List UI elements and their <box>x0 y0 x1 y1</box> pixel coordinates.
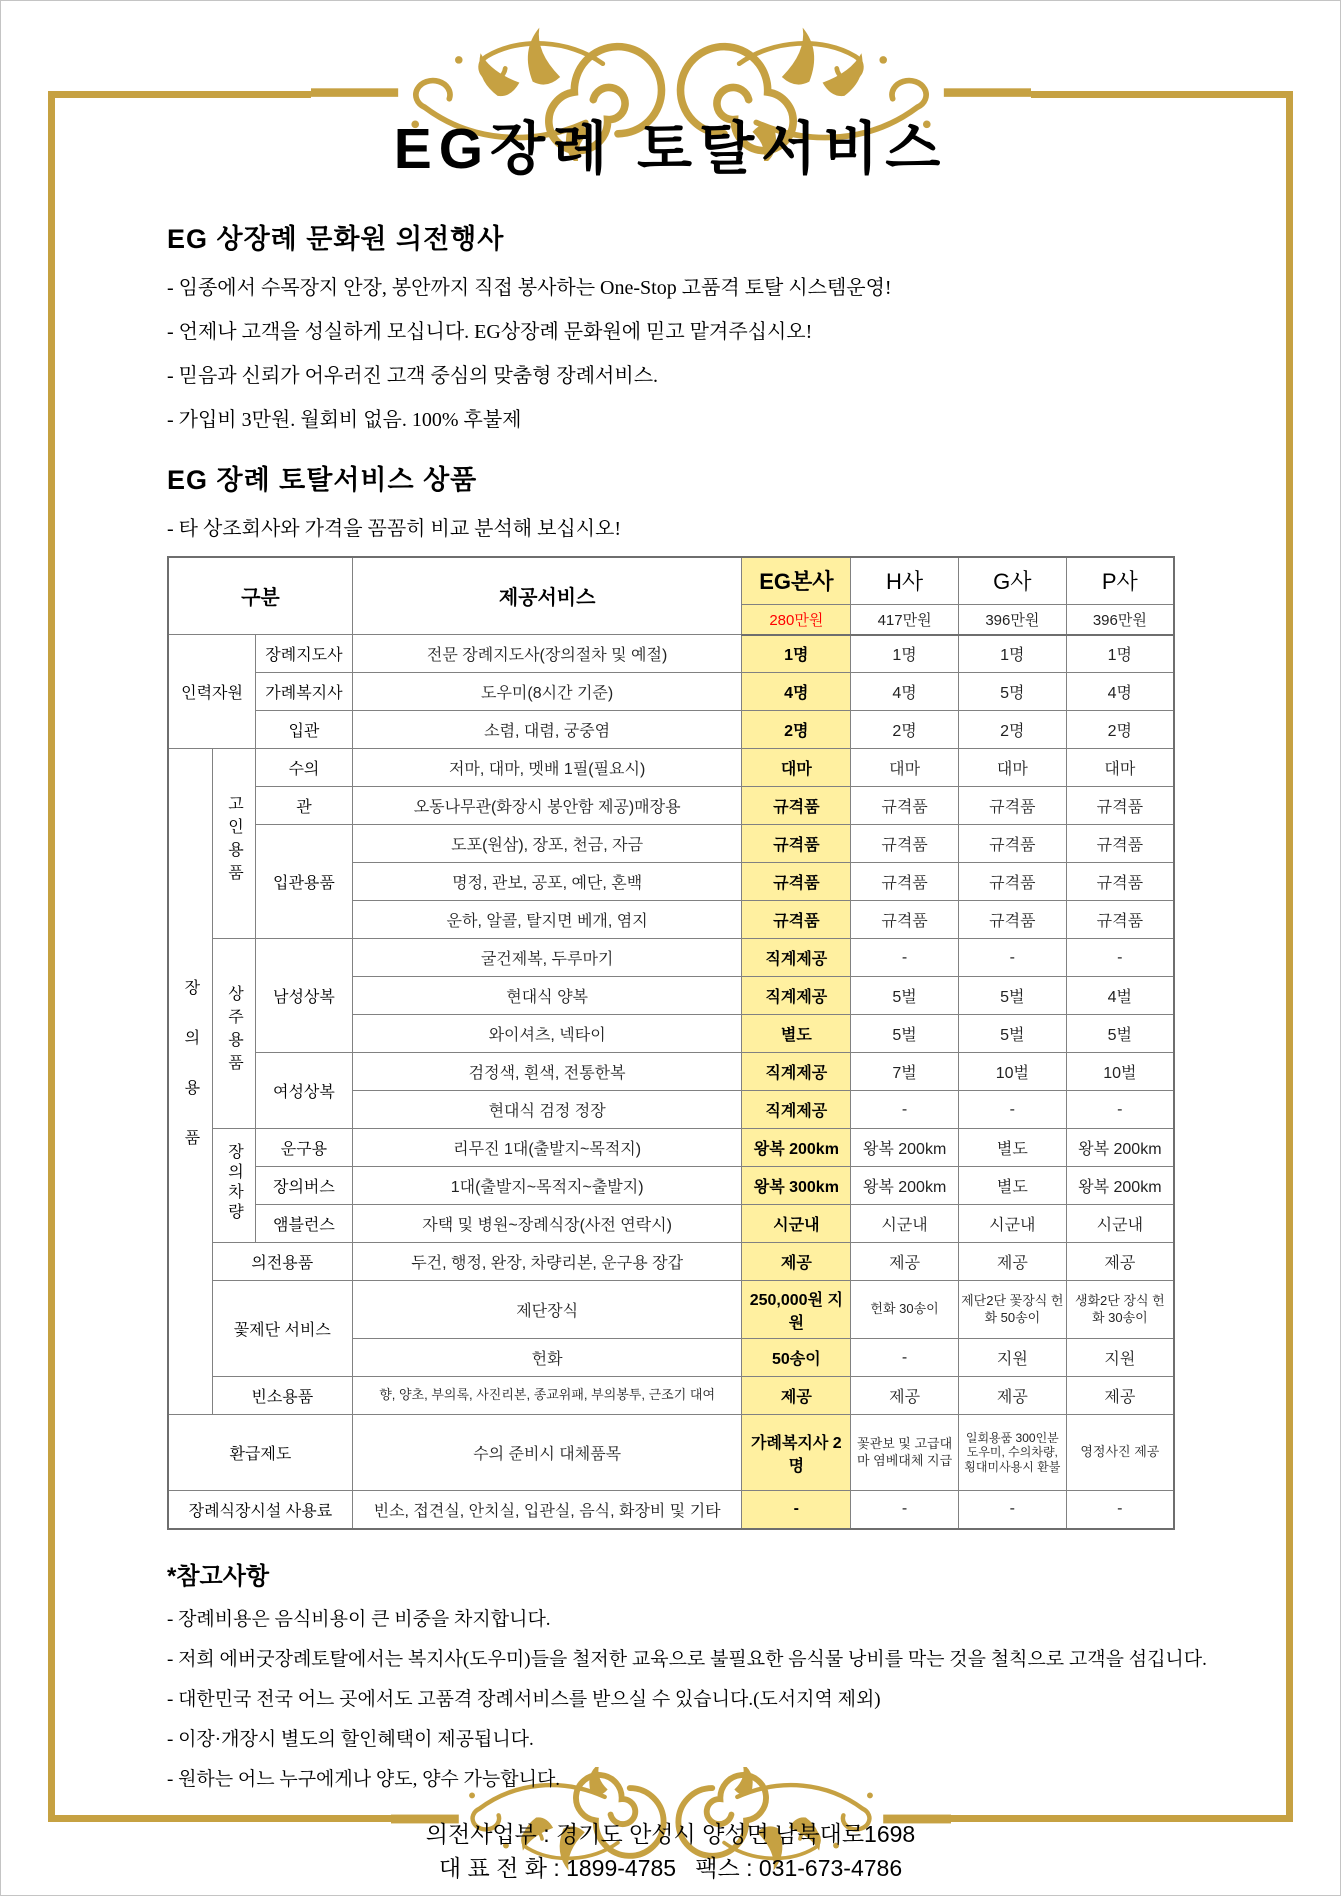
header-company-g: G사 <box>958 557 1066 605</box>
cell-service: 저마, 대마, 멧배 1필(필요시) <box>352 749 742 787</box>
cell-value-h: 규격품 <box>851 863 959 901</box>
note-item: - 저희 에버굿장례토탈에서는 복지사(도우미)들을 철저한 교육으로 불필요한 음식물 낭비를 막는 것을 철칙으로 고객을 섬깁니다. <box>167 1648 1207 1670</box>
cell-value-h: 5벌 <box>851 1015 959 1053</box>
cell-value-h: - <box>851 1091 959 1129</box>
cell-value-p: 규격품 <box>1066 825 1174 863</box>
cell-value-p: 2명 <box>1066 711 1174 749</box>
cell-value-g: 시군내 <box>958 1205 1066 1243</box>
cell-value-p: 규격품 <box>1066 863 1174 901</box>
notes-list <box>167 1604 1207 1791</box>
cell-value-g: 5벌 <box>958 1015 1066 1053</box>
cell-service: 운하, 알콜, 탈지면 베개, 염지 <box>352 901 742 939</box>
cell-value-p: 10벌 <box>1066 1053 1174 1091</box>
cell-service: 와이셔츠, 넥타이 <box>352 1015 742 1053</box>
cell-item: 입관 <box>256 711 353 749</box>
table-row <box>168 939 1174 977</box>
cell-value-h: 2명 <box>851 711 959 749</box>
cell-value-p: 시군내 <box>1066 1205 1174 1243</box>
cell-value-g: 2명 <box>958 711 1066 749</box>
cell-value-eg: 별도 <box>742 1015 851 1053</box>
cell-service: 리무진 1대(출발지~목적지) <box>352 1129 742 1167</box>
cell-value-eg: 직계제공 <box>742 939 851 977</box>
cell-service: 검정색, 흰색, 전통한복 <box>352 1053 742 1091</box>
cell-value-p: 4명 <box>1066 673 1174 711</box>
cell-value-h: 규격품 <box>851 901 959 939</box>
cell-value-h: - <box>851 939 959 977</box>
footer-address: 의전사업부 : 경기도 안성시 양성면 남북대로1698 <box>425 1820 916 1847</box>
header-company-p: P사 <box>1066 557 1174 605</box>
table-row <box>168 1491 1174 1529</box>
cell-value-p: - <box>1066 1091 1174 1129</box>
cell-value-eg: 50송이 <box>742 1339 851 1377</box>
cell-value-h: 왕복 200km <box>851 1129 959 1167</box>
cell-item: 입관용품 <box>256 825 353 939</box>
cell-service: 도포(원삼), 장포, 천금, 자금 <box>352 825 742 863</box>
cell-value-g: 지원 <box>958 1339 1066 1377</box>
footer-contact <box>167 1817 1174 1886</box>
cell-value-g: - <box>958 1491 1066 1529</box>
cell-service: 헌화 <box>352 1339 742 1377</box>
cell-value-p: 5벌 <box>1066 1015 1174 1053</box>
cell-subgroup: 고인용품 <box>212 749 255 939</box>
cell-value-eg: 직계제공 <box>742 1053 851 1091</box>
cell-value-eg: 제공 <box>742 1377 851 1415</box>
cell-value-eg: 250,000원 지원 <box>742 1281 851 1339</box>
price-g: 396만원 <box>958 605 1066 635</box>
price-p: 396만원 <box>1066 605 1174 635</box>
table-row <box>168 1377 1174 1415</box>
cell-value-g: 5벌 <box>958 977 1066 1015</box>
table-header-row <box>168 557 1174 605</box>
table-row <box>168 825 1174 863</box>
note-item: - 장례비용은 음식비용이 큰 비중을 차지합니다. <box>167 1608 551 1630</box>
table-row <box>168 749 1174 787</box>
cell-value-g: 별도 <box>958 1167 1066 1205</box>
cell-value-h: 규격품 <box>851 825 959 863</box>
cell-value-eg: 규격품 <box>742 863 851 901</box>
bullet-item: - 타 상조회사와 가격을 꼼꼼히 비교 분석해 보십시오! <box>167 517 622 540</box>
cell-subgroup: 장의차량 <box>212 1129 255 1243</box>
table-row <box>168 787 1174 825</box>
page-title: EG장례 토탈서비스 <box>393 117 948 181</box>
note-item: - 대한민국 전국 어느 곳에서도 고품격 장례서비스를 받으실 수 있습니다.(도서지역 제외) <box>167 1688 881 1710</box>
cell-value-eg: 규격품 <box>742 825 851 863</box>
table-row <box>168 673 1174 711</box>
cell-value-h: 4명 <box>851 673 959 711</box>
cell-value-h: 제공 <box>851 1243 959 1281</box>
cell-value-h: - <box>851 1491 959 1529</box>
cell-item: 운구용 <box>256 1129 353 1167</box>
notes-heading: *참고사항 <box>167 1562 270 1590</box>
cell-service: 오동나무관(화장시 봉안함 제공)매장용 <box>352 787 742 825</box>
cell-value-h: 왕복 200km <box>851 1167 959 1205</box>
table-row <box>168 1129 1174 1167</box>
section1-heading: EG 상장례 문화원 의전행사 <box>167 223 505 254</box>
cell-value-p: 대마 <box>1066 749 1174 787</box>
section2-heading: EG 장례 토탈서비스 상품 <box>167 464 478 495</box>
cell-value-p: 왕복 200km <box>1066 1167 1174 1205</box>
cell-service: 1대(출발지~목적지~출발지) <box>352 1167 742 1205</box>
cell-value-eg: 제공 <box>742 1243 851 1281</box>
table-row <box>168 1167 1174 1205</box>
cell-service: 향, 양초, 부의록, 사진리본, 종교위패, 부의봉투, 근조기 대여 <box>352 1377 742 1415</box>
cell-value-p: 지원 <box>1066 1339 1174 1377</box>
cell-value-eg: 직계제공 <box>742 977 851 1015</box>
cell-value-eg: 가례복지사 2명 <box>742 1415 851 1491</box>
content-area <box>1 1 1340 1886</box>
cell-service: 빈소, 접견실, 안치실, 입관실, 음식, 화장비 및 기타 <box>352 1491 742 1529</box>
cell-value-eg: 대마 <box>742 749 851 787</box>
cell-value-g: 별도 <box>958 1129 1066 1167</box>
cell-value-p: 왕복 200km <box>1066 1129 1174 1167</box>
cell-item: 가례복지사 <box>256 673 353 711</box>
cell-value-p: 제공 <box>1066 1377 1174 1415</box>
cell-value-h: 시군내 <box>851 1205 959 1243</box>
cell-item: 수의 <box>256 749 353 787</box>
cell-item: 앰블런스 <box>256 1205 353 1243</box>
header-service: 제공서비스 <box>352 557 742 635</box>
cell-value-h: 헌화 30송이 <box>851 1281 959 1339</box>
cell-service: 수의 준비시 대체품목 <box>352 1415 742 1491</box>
cell-value-eg: 규격품 <box>742 787 851 825</box>
table-row <box>168 1281 1174 1339</box>
cell-group: 인력자원 <box>168 635 256 749</box>
cell-value-g: - <box>958 939 1066 977</box>
cell-group: 환급제도 <box>168 1415 352 1491</box>
price-h: 417만원 <box>851 605 959 635</box>
footer-phone: 대 표 전 화 : 1899-4785 팩스 : 031-673-4786 <box>438 1855 903 1882</box>
cell-service: 굴건제복, 두루마기 <box>352 939 742 977</box>
cell-value-eg: 2명 <box>742 711 851 749</box>
cell-value-p: 제공 <box>1066 1243 1174 1281</box>
table-row <box>168 1053 1174 1091</box>
cell-subgroup: 상주용품 <box>212 939 255 1129</box>
table-row <box>168 711 1174 749</box>
cell-service: 두건, 행정, 완장, 차량리본, 운구용 장갑 <box>352 1243 742 1281</box>
cell-value-g: 규격품 <box>958 863 1066 901</box>
table-row <box>168 1415 1174 1491</box>
cell-value-g: 규격품 <box>958 825 1066 863</box>
cell-value-p: - <box>1066 1491 1174 1529</box>
cell-value-h: 7벌 <box>851 1053 959 1091</box>
header-group: 구분 <box>168 557 352 635</box>
cell-group: 빈소용품 <box>212 1377 352 1415</box>
cell-value-eg: 1명 <box>742 635 851 673</box>
cell-value-g: 규격품 <box>958 901 1066 939</box>
cell-value-eg: 규격품 <box>742 901 851 939</box>
cell-value-eg: 왕복 200km <box>742 1129 851 1167</box>
cell-service: 자택 및 병원~장례식장(사전 연락시) <box>352 1205 742 1243</box>
cell-value-h: 제공 <box>851 1377 959 1415</box>
cell-service: 현대식 양복 <box>352 977 742 1015</box>
cell-item: 장례지도사 <box>256 635 353 673</box>
comparison-table <box>167 556 1175 1530</box>
cell-value-g: 제공 <box>958 1377 1066 1415</box>
note-item: - 이장·개장시 별도의 할인혜택이 제공됩니다. <box>167 1728 534 1750</box>
cell-value-h: 5벌 <box>851 977 959 1015</box>
cell-value-g: 10벌 <box>958 1053 1066 1091</box>
cell-value-h: 대마 <box>851 749 959 787</box>
cell-value-h: - <box>851 1339 959 1377</box>
cell-service: 도우미(8시간 기준) <box>352 673 742 711</box>
cell-service: 명정, 관보, 공포, 예단, 혼백 <box>352 863 742 901</box>
cell-item: 장의버스 <box>256 1167 353 1205</box>
header-company-eg: EG본사 <box>742 557 851 605</box>
cell-value-g: 1명 <box>958 635 1066 673</box>
cell-value-p: 규격품 <box>1066 901 1174 939</box>
cell-value-eg: 시군내 <box>742 1205 851 1243</box>
cell-value-g: 일회용품 300인분 도우미, 수의차량, 횡대미사용시 환불 <box>958 1415 1066 1491</box>
cell-value-p: 규격품 <box>1066 787 1174 825</box>
section1-bullets <box>167 271 1174 432</box>
price-eg: 280만원 <box>742 605 851 635</box>
header-company-h: H사 <box>851 557 959 605</box>
cell-value-eg: 4명 <box>742 673 851 711</box>
bullet-item: - 언제나 고객을 성실하게 모십니다. EG상장례 문화원에 믿고 맡겨주십시오! <box>167 320 813 343</box>
cell-value-p: 영정사진 제공 <box>1066 1415 1174 1491</box>
cell-group: 의전용품 <box>212 1243 352 1281</box>
cell-item: 남성상복 <box>256 939 353 1053</box>
cell-value-g: 규격품 <box>958 787 1066 825</box>
cell-service: 소렴, 대렴, 궁중염 <box>352 711 742 749</box>
cell-value-eg: 왕복 300km <box>742 1167 851 1205</box>
cell-service: 현대식 검정 정장 <box>352 1091 742 1129</box>
cell-value-p: 생화2단 장식 헌화 30송이 <box>1066 1281 1174 1339</box>
cell-value-g: 제단2단 꽃장식 헌화 50송이 <box>958 1281 1066 1339</box>
cell-value-p: - <box>1066 939 1174 977</box>
cell-value-eg: - <box>742 1491 851 1529</box>
section2-bullets <box>167 512 1174 541</box>
note-item: - 원하는 어느 누구에게나 양도, 양수 가능합니다. <box>167 1768 561 1790</box>
cell-value-g: 제공 <box>958 1243 1066 1281</box>
cell-value-g: 5명 <box>958 673 1066 711</box>
cell-service: 제단장식 <box>352 1281 742 1339</box>
cell-value-g: - <box>958 1091 1066 1129</box>
cell-group: 꽃제단 서비스 <box>212 1281 352 1377</box>
cell-group: 장의용품 <box>168 749 212 1415</box>
table-row <box>168 635 1174 673</box>
cell-item: 관 <box>256 787 353 825</box>
cell-value-g: 대마 <box>958 749 1066 787</box>
cell-service: 전문 장례지도사(장의절차 및 예절) <box>352 635 742 673</box>
cell-value-h: 규격품 <box>851 787 959 825</box>
cell-value-p: 1명 <box>1066 635 1174 673</box>
cell-value-h: 꽃관보 및 고급대마 염베대체 지급 <box>851 1415 959 1491</box>
cell-group: 장례식장시설 사용료 <box>168 1491 352 1529</box>
cell-value-p: 4벌 <box>1066 977 1174 1015</box>
cell-value-h: 1명 <box>851 635 959 673</box>
bullet-item: - 믿음과 신뢰가 어우러진 고객 중심의 맞춤형 장례서비스. <box>167 364 659 387</box>
table-row <box>168 1243 1174 1281</box>
cell-item: 여성상복 <box>256 1053 353 1129</box>
bullet-item: - 가입비 3만원. 월회비 없음. 100% 후불제 <box>167 408 522 431</box>
bullet-item: - 임종에서 수목장지 안장, 봉안까지 직접 봉사하는 One-Stop 고품격 토탈 시스템운영! <box>167 276 892 299</box>
cell-value-eg: 직계제공 <box>742 1091 851 1129</box>
table-row <box>168 1205 1174 1243</box>
